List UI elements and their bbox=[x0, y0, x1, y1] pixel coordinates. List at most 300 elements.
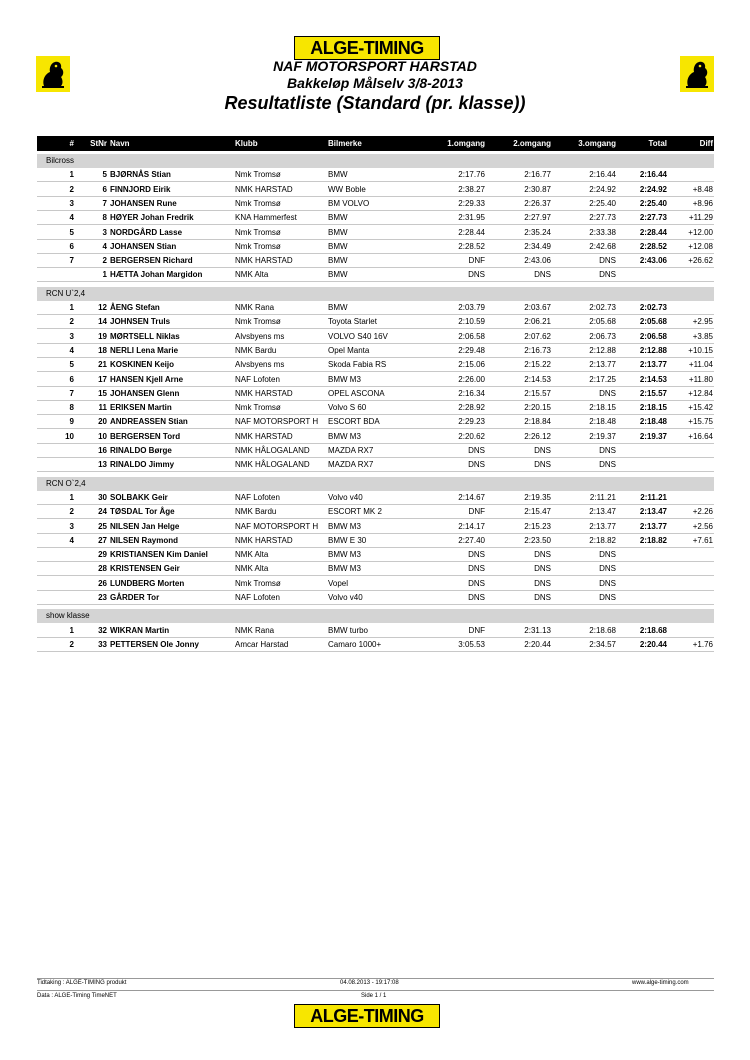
cell-r1: 2:29.33 bbox=[458, 198, 485, 208]
result-row bbox=[37, 373, 714, 387]
cell-total: 2:02.73 bbox=[639, 303, 667, 312]
result-row bbox=[37, 520, 714, 534]
cell-car: MAZDA RX7 bbox=[328, 460, 374, 470]
cell-name: BERGERSEN Richard bbox=[110, 256, 193, 266]
class-name: show klasse bbox=[46, 611, 90, 621]
result-row bbox=[37, 591, 714, 605]
cell-club: Nmk Tromsø bbox=[235, 317, 281, 327]
cell-r3: 2:42.68 bbox=[589, 241, 616, 251]
class-header bbox=[37, 477, 714, 491]
result-row bbox=[37, 315, 714, 329]
header-round3: 3.omgang bbox=[578, 139, 616, 148]
cell-car: BMW turbo bbox=[328, 625, 369, 635]
cell-car: VOLVO S40 16V bbox=[328, 331, 388, 341]
cell-name: WIKRAN Martin bbox=[110, 625, 170, 635]
cell-car: BMW bbox=[328, 227, 348, 237]
cell-club: NMK Alta bbox=[235, 550, 269, 560]
header-car: Bilmerke bbox=[328, 139, 362, 148]
cell-car: ESCORT MK 2 bbox=[328, 507, 382, 517]
cell-r3: DNS bbox=[599, 550, 616, 560]
cell-r3: DNS bbox=[599, 270, 616, 280]
cell-rank: 2 bbox=[69, 184, 74, 194]
header-rank: # bbox=[69, 139, 74, 148]
cell-name: RINALDO Børge bbox=[110, 446, 172, 455]
cell-r1: 2:27.40 bbox=[458, 535, 485, 545]
cell-club: Nmk Tromsø bbox=[235, 227, 281, 237]
cell-r1: 2:29.48 bbox=[458, 345, 485, 355]
cell-stnr: 32 bbox=[98, 625, 107, 635]
cell-total: 2:06.58 bbox=[639, 331, 667, 341]
cell-r2: 2:35.24 bbox=[524, 227, 551, 237]
cell-stnr: 17 bbox=[98, 374, 107, 384]
cell-rank: 2 bbox=[69, 639, 74, 649]
cell-total: 2:14.53 bbox=[639, 374, 667, 384]
cell-car: BMW E 30 bbox=[328, 535, 367, 545]
cell-r1: 2:16.34 bbox=[458, 388, 485, 398]
cell-r1: DNF bbox=[468, 256, 485, 266]
cell-rank: 7 bbox=[69, 388, 74, 398]
header-total: Total bbox=[648, 139, 667, 148]
cell-name: HØYER Johan Fredrik bbox=[110, 213, 194, 223]
cell-car: Volvo v40 bbox=[328, 492, 363, 502]
cell-car: WW Boble bbox=[328, 184, 366, 194]
cell-diff: +26.62 bbox=[688, 256, 713, 266]
cell-r3: 2:13.77 bbox=[589, 521, 616, 531]
cell-car: BM VOLVO bbox=[328, 198, 370, 208]
result-row bbox=[37, 638, 714, 652]
cell-r3: 2:06.73 bbox=[589, 331, 616, 341]
cell-car: BMW bbox=[328, 170, 348, 180]
cell-r1: 2:10.59 bbox=[458, 317, 485, 327]
cell-club: Alvsbyens ms bbox=[235, 360, 285, 370]
class-name: Bilcross bbox=[46, 156, 75, 165]
cell-r3: 2:18.15 bbox=[589, 403, 616, 413]
cell-total: 2:13.47 bbox=[639, 507, 667, 517]
cell-r2: 2:16.77 bbox=[524, 170, 551, 180]
cell-rank: 3 bbox=[69, 198, 74, 208]
cell-r3: 2:27.73 bbox=[589, 213, 616, 223]
cell-total: 2:11.21 bbox=[640, 492, 667, 502]
result-row bbox=[37, 268, 714, 282]
cell-r2: DNS bbox=[534, 446, 551, 455]
cell-total: 2:18.68 bbox=[639, 625, 667, 635]
cell-r2: DNS bbox=[534, 550, 551, 560]
cell-r2: 2:20.44 bbox=[524, 639, 551, 649]
cell-rank: 4 bbox=[69, 345, 74, 355]
footer-timing: Tidtaking : ALGE-TIMING produkt bbox=[37, 980, 127, 986]
cell-club: Amcar Harstad bbox=[235, 639, 289, 649]
cell-stnr: 10 bbox=[98, 431, 107, 441]
cell-diff: +7.61 bbox=[692, 535, 713, 545]
class-header bbox=[37, 287, 714, 301]
cell-r3: 2:19.37 bbox=[589, 431, 616, 441]
cell-r1: 2:20.62 bbox=[458, 431, 485, 441]
cell-car: Camaro 1000+ bbox=[328, 639, 382, 649]
cell-r2: 2:15.47 bbox=[524, 507, 551, 517]
cell-rank: 10 bbox=[65, 431, 74, 441]
cell-total: 2:25.40 bbox=[639, 198, 667, 208]
cell-stnr: 13 bbox=[98, 460, 107, 470]
cell-stnr: 27 bbox=[98, 535, 107, 545]
cell-name: NILSEN Jan Helge bbox=[110, 521, 180, 531]
cell-r1: 2:17.76 bbox=[458, 170, 485, 180]
cell-name: KRISTIANSEN Kim Daniel bbox=[110, 550, 208, 560]
result-row bbox=[37, 358, 714, 372]
cell-stnr: 11 bbox=[98, 403, 107, 413]
cell-r3: 2:18.82 bbox=[589, 535, 616, 545]
result-row bbox=[37, 401, 714, 415]
cell-stnr: 8 bbox=[102, 213, 107, 223]
cell-name: ÅENG Stefan bbox=[110, 303, 160, 312]
cell-r1: 2:29.23 bbox=[458, 417, 485, 427]
cell-r2: DNS bbox=[534, 270, 551, 280]
footer-page: Side 1 / 1 bbox=[361, 993, 387, 999]
cell-r1: 2:06.58 bbox=[458, 331, 485, 341]
cell-club: NAF Lofoten bbox=[235, 593, 280, 602]
cell-rank: 5 bbox=[69, 360, 74, 370]
result-row bbox=[37, 387, 714, 401]
cell-rank: 1 bbox=[69, 303, 74, 312]
cell-stnr: 19 bbox=[98, 331, 107, 341]
cell-club: NAF MOTORSPORT H bbox=[235, 417, 319, 427]
cell-r2: DNS bbox=[534, 578, 551, 588]
cell-name: BJØRNÅS Stian bbox=[110, 170, 171, 180]
cell-r1: DNF bbox=[468, 625, 485, 635]
cell-total: 2:16.44 bbox=[639, 170, 667, 180]
result-row bbox=[37, 330, 714, 344]
cell-name: FINNJORD Eirik bbox=[110, 184, 171, 194]
cell-r2: 2:34.49 bbox=[524, 241, 551, 251]
cell-diff: +8.96 bbox=[692, 198, 713, 208]
cell-r3: DNS bbox=[599, 388, 616, 398]
cell-r3: 2:16.44 bbox=[589, 170, 616, 180]
cell-rank: 1 bbox=[69, 170, 74, 180]
cell-name: JOHANSEN Rune bbox=[110, 198, 177, 208]
cell-r1: DNS bbox=[468, 564, 485, 574]
cell-club: NMK HÅLOGALAND bbox=[235, 446, 310, 455]
cell-r3: 2:33.38 bbox=[589, 227, 616, 237]
cell-total: 2:05.68 bbox=[639, 317, 667, 327]
cell-stnr: 26 bbox=[98, 578, 107, 588]
cell-diff: +2.56 bbox=[692, 521, 713, 531]
result-row bbox=[37, 183, 714, 197]
cell-club: NMK HARSTAD bbox=[235, 388, 293, 398]
cell-r2: 2:06.21 bbox=[524, 317, 551, 327]
result-row bbox=[37, 505, 714, 519]
cell-name: JOHANSEN Stian bbox=[110, 241, 177, 251]
cell-car: BMW M3 bbox=[328, 374, 361, 384]
header-round1: 1.omgang bbox=[447, 139, 485, 148]
cell-club: NMK HARSTAD bbox=[235, 535, 293, 545]
cell-car: MAZDA RX7 bbox=[328, 446, 374, 455]
cell-name: RINALDO Jimmy bbox=[110, 460, 175, 470]
cell-total: 2:15.57 bbox=[639, 388, 667, 398]
cell-car: BMW bbox=[328, 241, 348, 251]
cell-diff: +2.26 bbox=[692, 507, 713, 517]
cell-stnr: 33 bbox=[98, 639, 107, 649]
class-header bbox=[37, 154, 714, 168]
cell-r1: DNF bbox=[468, 507, 485, 517]
cell-r1: 2:14.67 bbox=[458, 492, 485, 502]
cell-diff: +12.00 bbox=[688, 227, 713, 237]
cell-car: BMW bbox=[328, 270, 348, 280]
cell-car: BMW M3 bbox=[328, 564, 361, 574]
cell-car: BMW bbox=[328, 303, 348, 312]
cell-rank: 2 bbox=[69, 317, 74, 327]
cell-name: LUNDBERG Morten bbox=[110, 578, 185, 588]
cell-rank: 4 bbox=[69, 535, 74, 545]
cell-r2: 2:27.97 bbox=[524, 213, 551, 223]
cell-r3: 2:18.48 bbox=[589, 417, 616, 427]
cell-diff: +11.04 bbox=[688, 360, 713, 370]
cell-name: HÆTTA Johan Margidon bbox=[110, 270, 203, 280]
cell-club: NMK HÅLOGALAND bbox=[235, 460, 310, 470]
cell-car: Opel Manta bbox=[328, 345, 370, 355]
cell-r1: 2:28.44 bbox=[458, 227, 485, 237]
cell-total: 2:18.82 bbox=[639, 535, 667, 545]
cell-r1: 2:14.17 bbox=[458, 521, 485, 531]
cell-r3: 2:25.40 bbox=[589, 198, 616, 208]
cell-club: Nmk Tromsø bbox=[235, 198, 281, 208]
cell-name: HANSEN Kjell Arne bbox=[110, 374, 184, 384]
cell-club: KNA Hammerfest bbox=[235, 213, 297, 223]
cell-r1: 2:28.92 bbox=[458, 403, 485, 413]
cell-diff: +2.95 bbox=[692, 317, 713, 327]
cell-name: NORDGÅRD Lasse bbox=[110, 227, 183, 237]
cell-r2: DNS bbox=[534, 593, 551, 602]
cell-stnr: 14 bbox=[98, 317, 107, 327]
result-row bbox=[37, 415, 714, 429]
footer-data: Data : ALGE-Timing TimeNET bbox=[37, 993, 117, 999]
brand-logo-bottom: ALGE-TIMING bbox=[294, 1004, 440, 1028]
cell-rank: 7 bbox=[69, 256, 74, 266]
cell-stnr: 28 bbox=[98, 564, 107, 574]
result-row bbox=[37, 577, 714, 591]
cell-stnr: 12 bbox=[98, 303, 107, 312]
cell-total: 2:28.52 bbox=[639, 241, 667, 251]
cell-rank: 6 bbox=[69, 241, 74, 251]
cell-total: 2:19.37 bbox=[639, 431, 667, 441]
cell-r3: 2:13.77 bbox=[589, 360, 616, 370]
cell-r2: 2:23.50 bbox=[524, 535, 551, 545]
cell-name: BERGERSEN Tord bbox=[110, 431, 181, 441]
result-row bbox=[37, 458, 714, 472]
cell-total: 2:18.48 bbox=[639, 417, 667, 427]
cell-name: KRISTENSEN Geir bbox=[110, 564, 180, 574]
cell-r1: 2:15.06 bbox=[458, 360, 485, 370]
cell-club: NMK Alta bbox=[235, 270, 269, 280]
cell-total: 2:27.73 bbox=[639, 213, 667, 223]
cell-club: NMK HARSTAD bbox=[235, 184, 293, 194]
cell-r1: 2:38.27 bbox=[458, 184, 485, 194]
cell-club: NMK Rana bbox=[235, 303, 275, 312]
cell-r3: DNS bbox=[599, 564, 616, 574]
cell-r2: 2:03.67 bbox=[524, 303, 551, 312]
cell-r2: 2:16.73 bbox=[524, 345, 551, 355]
cell-stnr: 25 bbox=[98, 521, 107, 531]
cell-r3: 2:05.68 bbox=[589, 317, 616, 327]
footer-datetime: 04.08.2013 - 19:17:08 bbox=[340, 980, 399, 986]
cell-total: 2:24.92 bbox=[639, 184, 667, 194]
cell-rank: 9 bbox=[69, 417, 74, 427]
cell-club: NAF Lofoten bbox=[235, 492, 280, 502]
cell-diff: +11.29 bbox=[688, 213, 713, 223]
cell-stnr: 24 bbox=[98, 507, 107, 517]
cell-car: BMW M3 bbox=[328, 550, 361, 560]
cell-club: NMK Rana bbox=[235, 625, 275, 635]
cell-name: GÅRDER Tor bbox=[110, 593, 160, 602]
cell-r3: 2:11.21 bbox=[589, 492, 616, 502]
cell-r3: DNS bbox=[599, 593, 616, 602]
cell-r1: DNS bbox=[468, 446, 485, 455]
header-stnr: StNr bbox=[90, 139, 107, 148]
cell-r2: 2:26.37 bbox=[524, 198, 551, 208]
result-row bbox=[37, 197, 714, 211]
cell-diff: +16.64 bbox=[688, 431, 713, 441]
cell-stnr: 6 bbox=[102, 184, 107, 194]
cell-r2: 2:18.84 bbox=[524, 417, 551, 427]
cell-stnr: 5 bbox=[102, 170, 107, 180]
cell-r1: DNS bbox=[468, 550, 485, 560]
cell-diff: +10.15 bbox=[688, 345, 713, 355]
result-row bbox=[37, 254, 714, 268]
cell-r3: DNS bbox=[599, 256, 616, 266]
cell-r1: 2:03.79 bbox=[458, 303, 485, 312]
cell-stnr: 3 bbox=[102, 227, 107, 237]
header-diff: Diff bbox=[699, 139, 713, 148]
cell-r2: 2:30.87 bbox=[524, 184, 551, 194]
cell-diff: +8.48 bbox=[692, 184, 713, 194]
cell-total: 2:12.88 bbox=[639, 345, 667, 355]
cell-r3: DNS bbox=[599, 446, 616, 455]
cell-stnr: 7 bbox=[102, 198, 107, 208]
cell-stnr: 2 bbox=[102, 256, 107, 266]
cell-club: NMK Alta bbox=[235, 564, 269, 574]
cell-rank: 8 bbox=[69, 403, 74, 413]
cell-diff: +12.84 bbox=[688, 388, 713, 398]
cell-r3: DNS bbox=[599, 578, 616, 588]
results-header bbox=[37, 136, 714, 151]
cell-car: BMW M3 bbox=[328, 431, 361, 441]
cell-diff: +3.85 bbox=[692, 331, 713, 341]
result-row bbox=[37, 240, 714, 254]
cell-name: JOHANSEN Glenn bbox=[110, 388, 180, 398]
cell-rank: 5 bbox=[69, 227, 74, 237]
cell-rank: 4 bbox=[69, 213, 74, 223]
cell-car: BMW bbox=[328, 213, 348, 223]
cell-club: Nmk Tromsø bbox=[235, 241, 281, 251]
cell-r1: DNS bbox=[468, 460, 485, 470]
cell-stnr: 23 bbox=[98, 593, 107, 602]
cell-car: Volvo v40 bbox=[328, 593, 363, 602]
cell-name: NERLI Lena Marie bbox=[110, 345, 179, 355]
cell-stnr: 1 bbox=[102, 270, 107, 280]
cell-rank: 1 bbox=[69, 625, 74, 635]
cell-r1: DNS bbox=[468, 593, 485, 602]
cell-rank: 3 bbox=[69, 521, 74, 531]
cell-stnr: 29 bbox=[98, 550, 107, 560]
footer-divider bbox=[37, 978, 714, 979]
result-row bbox=[37, 624, 714, 638]
cell-r2: 2:26.12 bbox=[524, 431, 551, 441]
cell-r3: 2:34.57 bbox=[589, 639, 616, 649]
cell-r2: 2:07.62 bbox=[524, 331, 551, 341]
footer-divider-2 bbox=[37, 990, 714, 991]
cell-total: 2:43.06 bbox=[639, 256, 667, 266]
result-row bbox=[37, 548, 714, 562]
result-row bbox=[37, 211, 714, 225]
result-row bbox=[37, 444, 714, 458]
cell-r2: 2:14.53 bbox=[524, 374, 551, 384]
cell-club: NAF MOTORSPORT H bbox=[235, 521, 319, 531]
cell-name: SOLBAKK Geir bbox=[110, 492, 168, 502]
cell-car: ESCORT BDA bbox=[328, 417, 380, 427]
cell-club: Nmk Tromsø bbox=[235, 170, 281, 180]
result-row bbox=[37, 491, 714, 505]
cell-r2: DNS bbox=[534, 564, 551, 574]
result-row bbox=[37, 301, 714, 315]
cell-r1: 3:05.53 bbox=[458, 639, 485, 649]
header-round2: 2.omgang bbox=[513, 139, 551, 148]
organizer-title: NAF MOTORSPORT HARSTAD bbox=[273, 58, 477, 74]
result-row bbox=[37, 430, 714, 444]
cell-club: Nmk Tromsø bbox=[235, 578, 281, 588]
list-title: Resultatliste (Standard (pr. klasse)) bbox=[224, 93, 526, 113]
cell-diff: +15.75 bbox=[688, 417, 713, 427]
cell-rank: 1 bbox=[69, 492, 74, 502]
cell-r2: 2:15.22 bbox=[524, 360, 551, 370]
cell-club: NMK Bardu bbox=[235, 345, 277, 355]
result-row bbox=[37, 168, 714, 182]
cell-car: Toyota Starlet bbox=[328, 317, 377, 327]
result-row bbox=[37, 226, 714, 240]
cell-name: NILSEN Raymond bbox=[110, 535, 179, 545]
cell-stnr: 4 bbox=[102, 241, 107, 251]
cell-club: Nmk Tromsø bbox=[235, 403, 281, 413]
cell-car: BMW bbox=[328, 256, 348, 266]
cell-r1: DNS bbox=[468, 270, 485, 280]
cell-total: 2:13.77 bbox=[639, 521, 667, 531]
cell-r3: 2:17.25 bbox=[589, 374, 616, 384]
cell-car: Volvo S 60 bbox=[328, 403, 367, 413]
cell-stnr: 30 bbox=[98, 492, 107, 502]
cell-name: ERIKSEN Martin bbox=[110, 403, 172, 413]
cell-r1: 2:26.00 bbox=[458, 374, 485, 384]
cell-r2: 2:31.13 bbox=[524, 625, 551, 635]
result-row bbox=[37, 562, 714, 576]
cell-stnr: 15 bbox=[98, 388, 107, 398]
cell-r3: DNS bbox=[599, 460, 616, 470]
cell-total: 2:20.44 bbox=[639, 639, 667, 649]
class-name: RCN U`2,4 bbox=[46, 288, 86, 298]
cell-diff: +15.42 bbox=[688, 403, 713, 413]
cell-club: NMK HARSTAD bbox=[235, 256, 293, 266]
event-title: Bakkeløp Målselv 3/8-2013 bbox=[287, 75, 463, 91]
cell-diff: +1.76 bbox=[692, 639, 713, 649]
cell-name: TØSDAL Tor Åge bbox=[110, 507, 175, 517]
class-name: RCN O`2,4 bbox=[46, 478, 86, 488]
cell-stnr: 20 bbox=[98, 417, 107, 427]
cell-total: 2:18.15 bbox=[639, 403, 667, 413]
cell-club: NMK HARSTAD bbox=[235, 431, 293, 441]
cell-car: OPEL ASCONA bbox=[328, 388, 385, 398]
cell-name: PETTERSEN Ole Jonny bbox=[110, 639, 199, 649]
cell-diff: +12.08 bbox=[688, 241, 713, 251]
cell-r3: 2:24.92 bbox=[589, 184, 616, 194]
header-name: Navn bbox=[110, 139, 130, 148]
cell-car: Vopel bbox=[328, 578, 349, 588]
cell-r1: DNS bbox=[468, 578, 485, 588]
